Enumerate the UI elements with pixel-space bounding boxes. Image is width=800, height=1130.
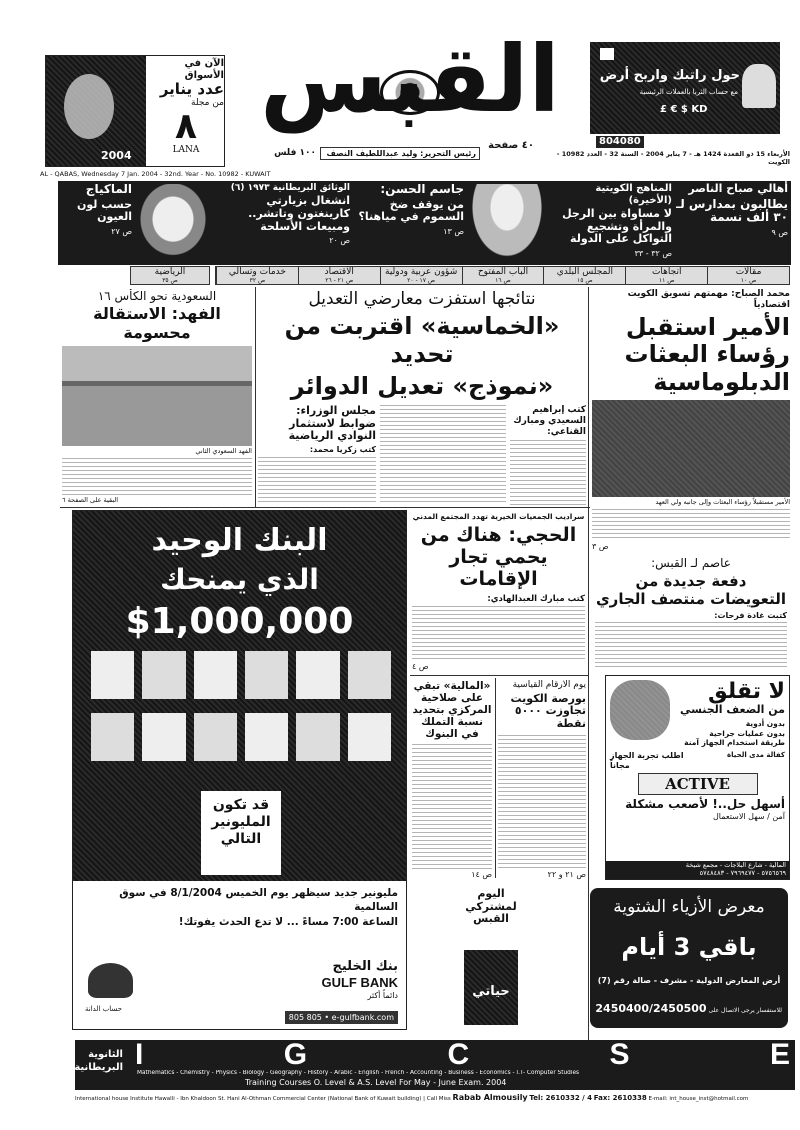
cover-image (46, 56, 146, 166)
emir-body (592, 509, 790, 541)
main-headline-1: «الخماسية» اقتربت من تحديد (284, 312, 560, 368)
main-body-2 (510, 440, 586, 505)
sports-kicker: السعودية نحو الكأس ١٦ (97, 289, 217, 303)
hayati-magazine-cover: حياتي (464, 950, 518, 1025)
gulf-bank-ad[interactable] (72, 510, 407, 1030)
igcse-ad[interactable]: الثانوية البريطانية I G C S E Mathematics - Chemistry - Physics - Biology - Geography - History - Arabic - English - French - Accounting - Business - Economics - I.T- Computer Studies Training Courses O. Level & A.S. Level For May - June Exam. 2004 (75, 1040, 795, 1090)
sections-bar (215, 266, 790, 285)
ad-headline: حول راتبك واربح أرض (599, 68, 740, 83)
asem-body (595, 622, 787, 670)
sports-story[interactable] (62, 289, 252, 505)
section-trends[interactable]: اتجاهات ص ١١ (625, 267, 707, 284)
teaser-2[interactable]: المناهج الكويتية (الأخيرة) لا مساواة بين الرجل والمرأة وتشجيع التواكل على الدولة ص ٣٢ - ٣٣ (562, 183, 672, 258)
ad-subline: مع حساب الثريا بالعملات الرئيسية (639, 88, 738, 96)
bank-salary-ad[interactable] (590, 42, 780, 134)
lana-magazine-ad[interactable] (45, 55, 225, 167)
igcse-letters: I G C S E (135, 1038, 790, 1071)
hajji-page: ص ٤ (412, 662, 429, 672)
ad-line1: الآن في الأسواق (184, 58, 224, 81)
active-address: المالية - شارع البلاجات - مجمع شيخة ٥٧٥٦٥٦٩ - ٧٩٦٩٤٧٧ - ٥٧٤٨٤٨٣ (606, 861, 789, 879)
teaser-1[interactable]: أهالي صباح الناصر يطالبون بمدارس لـ ٣٠ ألف نسمة ص ٩ (676, 182, 788, 238)
emir-page: ص ٣ (592, 542, 609, 551)
teaser-4[interactable]: الوثائق البريطانية ١٩٧٣ (٦) انشغال بزيارتي كارينغتون وتاتشر.. ومبيعات الأسلحة ص ٢٠ (230, 183, 350, 246)
lana-brand: LANA (172, 144, 200, 155)
emir-caption: الأمير مستقبلاً رؤساء البعثات وإلى جانبه ولي العهد (655, 498, 790, 507)
cover-year: 2004 (101, 149, 132, 162)
emir-kicker: محمد الصباح: مهمتهم تسويق الكويت اقتصادياً (627, 289, 790, 310)
section-services[interactable]: خدمات وتسالي ص ٣٢ (216, 267, 298, 284)
ad-line3: من مجلة (191, 98, 224, 109)
sports-caption: الفهد السعودي الثاني (195, 447, 252, 456)
emir-photo (592, 400, 790, 497)
hajji-story[interactable]: سراديب الجمعيات الخيرية تهدد المجتمع المدني الحجي: هناك من يحمي تجار الإقامات كتب مبارك العبدالهادي: ص ٤ (412, 512, 585, 672)
active-bullets: بدون أدوية بدون عمليات جراحية طريقة استخدام الجهاز آمنة (684, 718, 785, 748)
sports-body (62, 458, 252, 496)
main-headline-2: «نموذج» تعديل الدوائر (290, 371, 554, 400)
section-arab-intl[interactable]: شؤون عربية ودولية ص ١٧ - ٢٠ (380, 267, 462, 284)
active-device-image: ACTIVE (638, 773, 758, 795)
gulf-bank-logo: بنك الخليج GULF BANK دائماً أكثر (321, 959, 398, 1001)
hajji-byline: كتب مبارك العبدالهادي: (487, 593, 585, 604)
section-articles[interactable]: مقالات ص ١٠ (707, 267, 789, 284)
cabinet-story[interactable]: مجلس الوزراء: ضوابط لاستثمار النوادي الرياضية كتب زكريا محمد: (258, 405, 376, 505)
ad-currencies: £ € $ KD (660, 104, 708, 115)
dana-account: حساب الدانة (85, 1005, 122, 1013)
igcse-footer: International house Institute Hawalli - Ibn Khaldoon St. Hani Al-Othman Commercial Center (National Bank of Kuwait building) | Call Miss Rabab Almousily Tel: 2610332 / 4 Fax: 2610338 E-mail: int_house_inst@hotmail.com (75, 1093, 749, 1102)
ad-amount: $1,000,000 (125, 601, 354, 642)
hajji-body (412, 606, 585, 663)
date-english: AL - QABAS, Wednesday 7 Jan. 2004 - 32nd. Year - No. 10982 - KUWAIT (40, 170, 271, 178)
ad-announcement-1: مليونير جديد سيظهر يوم الخميس 8/1/2004 في سوق السالمية (119, 887, 398, 913)
subscribers-promo[interactable]: اليوم لمشتركي القبس (465, 887, 517, 926)
gulf-bank-contact[interactable]: 805 805 • e-gulfbank.com (285, 1011, 398, 1024)
section-economy[interactable]: الاقتصاد ص ٢١ - ٢٦ (298, 267, 380, 284)
exhibition-contact: للاستفسار يرجى الاتصال على 2450400/2450500 (595, 1002, 782, 1015)
hajji-headline: الحجي: هناك من يحمي تجار الإقامات (420, 524, 577, 590)
main-body (380, 405, 506, 505)
stock-story[interactable]: يوم الأرقام القياسية بورصة الكويت تجاوزت ٥٠٠٠ نقطة ص ٢١ و ٢٢ (498, 680, 586, 880)
main-story[interactable] (258, 289, 586, 505)
sports-page: البقية على الصفحة ٦ (62, 496, 119, 505)
football-photo (62, 346, 252, 446)
active-device-ad[interactable]: لا تقلق من الضعف الجنسي بدون أدوية بدون عمليات جراحية طريقة استخدام الجهاز آمنة كفالة مدى الحياة اطلب تجربة الجهاز مجاناً ACTIVE أسهل حل..! لأصعب مشكلة آمن / سهل الاستعمال المالية - شارع البلاجات - مجمع شيخة ٥٧٥٦٥٦٩ - ٧٩٦٩٤٧٧ - ٥٧٤٨٤٨٣ (605, 675, 790, 880)
section-sports[interactable]: الرياضية ص ٣٥ (130, 266, 210, 285)
page-count: ٤٠ صفحة (488, 140, 534, 151)
teaser-5-photo (134, 184, 212, 262)
ad-announcement-2: الساعة 7:00 مساءً ... لا تدع الحدث يفوتك! (178, 916, 398, 929)
editor-line: رئيس التحرير: وليد عبداللطيف النصف (320, 147, 480, 160)
winter-fashion-exhibition-ad[interactable]: معرض الأزياء الشتوية باقي 3 أيام أرض المعارض الدولية - مشرف - صالة رقم (7) للاستفسار يرجى الاتصال على 2450400/2450500 (590, 888, 788, 1028)
teaser-5[interactable]: الماكياج حسب لون العيون ص ٢٧ (76, 182, 132, 237)
ad-line2: الذي يمنحك (160, 563, 319, 596)
asem-headline: دفعة جديدة من التعويضات منتصف الجاري (595, 572, 787, 608)
lana-logo-icon: ٨ (175, 105, 197, 147)
emir-story[interactable] (592, 289, 790, 551)
ad-announcements (80, 887, 398, 930)
ad-phone: 804080 (596, 136, 644, 148)
date-arabic: الأربعاء 15 ذو القعدة 1424 هـ - 7 يناير 2004 - السنة 32 - العدد 10982 - الكويت (556, 150, 790, 166)
next-millionaire-box: قد تكون المليونير التالي (201, 791, 281, 875)
section-open-door[interactable]: الباب المفتوح ص ١٦ (462, 267, 544, 284)
teaser-3[interactable]: جاسم الحسن: من يوقف ضخ السموم في مياهنا؟ ص ١٣ (358, 182, 464, 237)
main-kicker: نتائجها استفزت معارضي التعديل (308, 289, 536, 309)
sports-headline: الفهد: الاستقالة محسومة (93, 304, 221, 342)
main-byline: كتب إبراهيم السعيدي ومبارك القناعي: (513, 405, 586, 437)
price: ١٠٠ فلس (274, 148, 316, 158)
finance-story[interactable]: «المالية» تبقي على صلاحية المركزي بتحديد نسبة التملك في البنوك ص ١٤ (412, 680, 492, 880)
bank-logo-icon (600, 48, 614, 60)
sheikh-photo (468, 184, 546, 262)
ad-line2: عدد يناير (159, 80, 224, 98)
section-municipal[interactable]: المجلس البلدي ص ١٥ (543, 267, 625, 284)
ad-line1: البنك الوحيد (151, 523, 328, 558)
man-photo (742, 64, 776, 108)
masthead-logo: القبس (260, 26, 560, 133)
emir-headline: الأمير استقبل رؤساء البعثات الدبلوماسية (624, 312, 790, 396)
dana-camel-icon (88, 963, 133, 998)
winners-photos (91, 651, 391, 761)
face-illustration (64, 74, 114, 139)
asem-story[interactable]: عاصم لـ القبس: دفعة جديدة من التعويضات منتصف الجاري كتبت غادة فرحات: (595, 556, 787, 670)
